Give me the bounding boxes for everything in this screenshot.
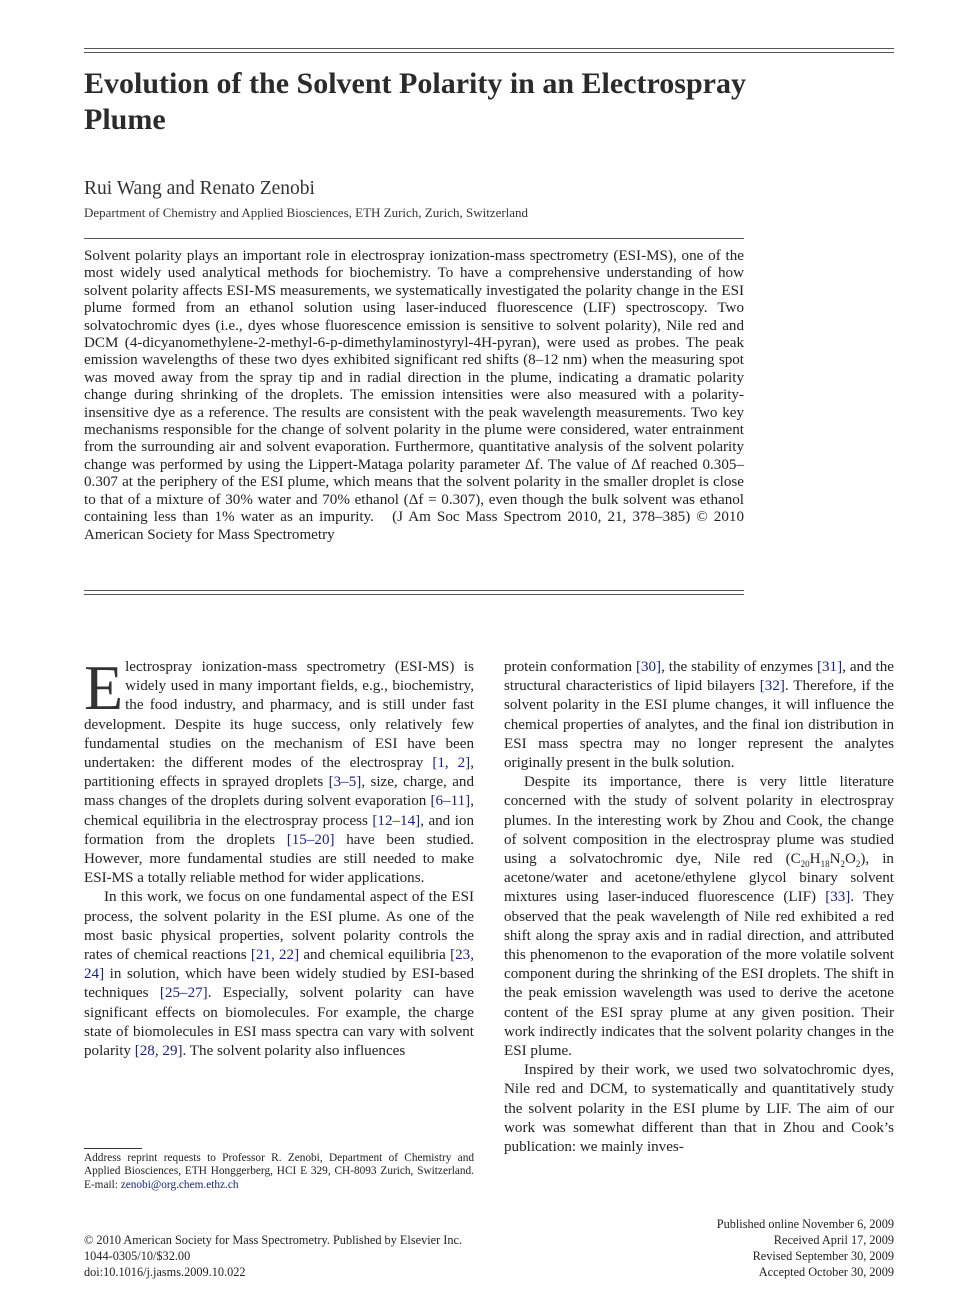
- text-run: protein conformation: [504, 659, 636, 675]
- citation-link[interactable]: [31]: [816, 659, 843, 675]
- text-run: lectrospray ionization-mass spectrometry (ESI-MS) is widely used in many important fields, e.g., biochemistry, the food industry, and pharmacy, and is still under fast development. Despite its huge success, only relatively few fundamental studies on the mechanism of ESI have been undertaken: the different modes of the electrospray: [84, 659, 474, 772]
- paragraph: [84, 888, 474, 1061]
- subscript: 20: [800, 859, 810, 870]
- body-column-left: [84, 652, 474, 1061]
- abstract-citation: (J Am Soc Mass Spectrom 2010, 21, 378–385) © 2010 American Society for Mass Spectrometry: [84, 509, 744, 543]
- paragraph: [504, 773, 894, 1061]
- text-run: . Especially, solvent polarity can have significant effects on biomolecules. For example, the charge state of biomolecules in ESI mass spectra can vary with solvent polarity: [84, 985, 474, 1060]
- paragraph: Inspired by their work, we used two solvatochromic dyes, Nile red and DCM, to systematically and quantitatively study the solvent polarity in the ESI plume by LIF. The aim of our work was somewhat different than that in Zhou and Cook’s publication: we mainly inves-: [504, 1062, 894, 1156]
- text-run: O: [844, 851, 856, 868]
- subscript: 2: [855, 859, 861, 870]
- footnote-text: Address reprint requests to Professor R. Zenobi, Department of Chemistry and Applied Biosciences, ETH Honggerberg, HCI E 329, CH-8093 Zurich, Switzerland. E-mail:: [84, 1152, 474, 1191]
- text-run: . The solvent polarity also influences: [182, 1043, 406, 1060]
- text-run: , the stability of enzymes: [661, 659, 817, 675]
- citation-link[interactable]: [25–27]: [159, 985, 208, 1002]
- doi: doi:10.1016/j.jasms.2009.10.022: [84, 1265, 246, 1279]
- abstract-rule-bottom-1: [84, 590, 744, 591]
- affiliation: Department of Chemistry and Applied Biosciences, ETH Zurich, Zurich, Switzerland: [84, 205, 529, 220]
- citation-link[interactable]: [1, 2]: [432, 755, 471, 772]
- text-run: In this work, we focus on one fundamental aspect of the ESI process, the solvent polarity in the ESI plume. As one of the most basic physical properties, solvent polarity controls the rates of chemical reactions: [84, 889, 474, 964]
- text-run: Despite its importance, there is very little literature concerned with the study of solvent polarity in electrospray plumes. In the interesting work by Zhou and Cook, the change of solvent composition in the electrospray plume was studied using a solvatochromic dye, Nile red (C: [504, 774, 894, 868]
- footer-publication-info: [84, 1232, 462, 1280]
- received-date: Received April 17, 2009: [773, 1233, 894, 1247]
- header-rule-bottom: [84, 52, 894, 53]
- abstract-rule-bottom-2: [84, 594, 744, 595]
- text-run: and chemical equilibria: [299, 947, 451, 964]
- citation-link[interactable]: [21, 22]: [250, 947, 300, 964]
- footnote: [84, 1152, 474, 1192]
- citation-link[interactable]: [3–5]: [328, 774, 362, 791]
- text-run: , chemical equilibria in the electrospray process: [84, 793, 474, 829]
- citation-link[interactable]: [15–20]: [286, 831, 335, 848]
- text-run: . Therefore, if the solvent polarity in the ESI plume changes, it will influence the chemical properties of analytes, and the final ion distribution in ESI mass spectra may no longer represent the analytes originally present in the bulk solution.: [504, 678, 894, 772]
- text-run: , partitioning effects in sprayed droplets: [84, 755, 474, 791]
- citation-link[interactable]: [32]: [759, 678, 785, 695]
- authors: Rui Wang and Renato Zenobi: [84, 178, 315, 199]
- citation-link[interactable]: [12–14]: [372, 812, 421, 829]
- body-column-right: [504, 658, 894, 1157]
- text-run: have been studied. However, more fundamental studies are still needed to make ESI-MS a totally reliable method for wider applications.: [84, 831, 474, 887]
- abstract-text: Solvent polarity plays an important role in electrospray ionization-mass spectrometry (ESI-MS), one of the most widely used analytical methods for biochemistry. To have a comprehensive understanding of how solvent polarity affects ESI-MS measurements, we systematically investigated the polarity change in the ESI plume formed from an ethanol solution using laser-induced fluorescence (LIF) spectroscopy. Two solvatochromic dyes (i.e., dyes whose fluorescence emission is sensitive to solvent polarity), Nile red and DCM (4-dicyanomethylene-2-methyl-6-p-dimethylaminostyryl-4H-pyran), were used as probes. The peak emission wavelengths of these two dyes exhibited significant red shifts (8–12 nm) when the measuring spot was moved away from the spray tip and in radial direction in the plume, indicating a dramatic polarity change during shrinking of the droplets. The emission intensities were also measured with a polarity-insensitive dye as a reference. The results are consistent with the peak wavelength measurements. Two key mechanisms responsible for the change of solvent polarity in the plume were considered, water entrainment from the surrounding air and solvent evaporation. Furthermore, quantitative analysis of the solvent polarity change was performed by using the Lippert-Mataga polarity parameter Δf. The value of Δf reached 0.305–0.307 at the periphery of the ESI plume, which means that the solvent polarity in the smaller droplet is close to that of a mixture of 30% water and 70% ethanol (Δf = 0.307), even though the bulk solvent was ethanol containing less than 1% water as an impurity.: [84, 248, 744, 526]
- header-rule-top: [84, 48, 894, 49]
- citation-link[interactable]: [33]: [825, 889, 851, 906]
- issn: 1044-0305/10/$32.00: [84, 1249, 191, 1263]
- subscript: 2: [840, 859, 845, 870]
- subscript: 18: [820, 859, 830, 870]
- citation-link[interactable]: [30]: [635, 659, 662, 675]
- text-run: . They observed that the peak wavelength of Nile red exhibited a red shift along the spray axis and in radial direction, and attributed this phenomenon to the evaporation of the more volatile solvent component during the shrinking of the ESI droplets. The shift in the peak emission wavelength was used to derive the acetone content of the ESI spray plume at any given position. Their work indirectly indicates that the solvent polarity changes in the ESI plume.: [504, 889, 894, 1060]
- text-run: , and the structural characteristics of lipid bilayers: [504, 659, 894, 695]
- paragraph: [504, 658, 894, 773]
- published-date: Published online November 6, 2009: [716, 1217, 894, 1231]
- revised-date: Revised September 30, 2009: [752, 1249, 894, 1263]
- footer-dates: [717, 1216, 894, 1280]
- abstract: [84, 248, 744, 544]
- accepted-date: Accepted October 30, 2009: [758, 1265, 894, 1279]
- paragraph: [84, 652, 474, 888]
- footnote-rule: [84, 1148, 142, 1149]
- email-link[interactable]: zenobi@org.chem.ethz.ch: [120, 1178, 239, 1191]
- citation-link[interactable]: [6–11]: [430, 793, 471, 810]
- text-run: in solution, which have been widely studied by ESI-based techniques: [84, 966, 474, 1002]
- citation-link[interactable]: [28, 29]: [134, 1043, 183, 1060]
- citation-link[interactable]: [23, 24]: [84, 947, 474, 983]
- text-run: N: [829, 851, 841, 868]
- text-run: , size, charge, and mass changes of the droplets during solvent evaporation: [84, 774, 474, 810]
- text-run: , and ion formation from the droplets: [84, 812, 474, 848]
- text-run: H: [809, 851, 821, 868]
- copyright: © 2010 American Society for Mass Spectrometry. Published by Elsevier Inc.: [84, 1233, 463, 1247]
- text-run: ), in acetone/water and acetone/ethylene glycol binary solvent mixtures using laser-induced fluorescence (LIF): [504, 851, 894, 906]
- abstract-rule-top: [84, 238, 744, 239]
- drop-cap: E: [84, 652, 124, 723]
- article-title: Evolution of the Solvent Polarity in an Electrospray Plume: [84, 67, 746, 136]
